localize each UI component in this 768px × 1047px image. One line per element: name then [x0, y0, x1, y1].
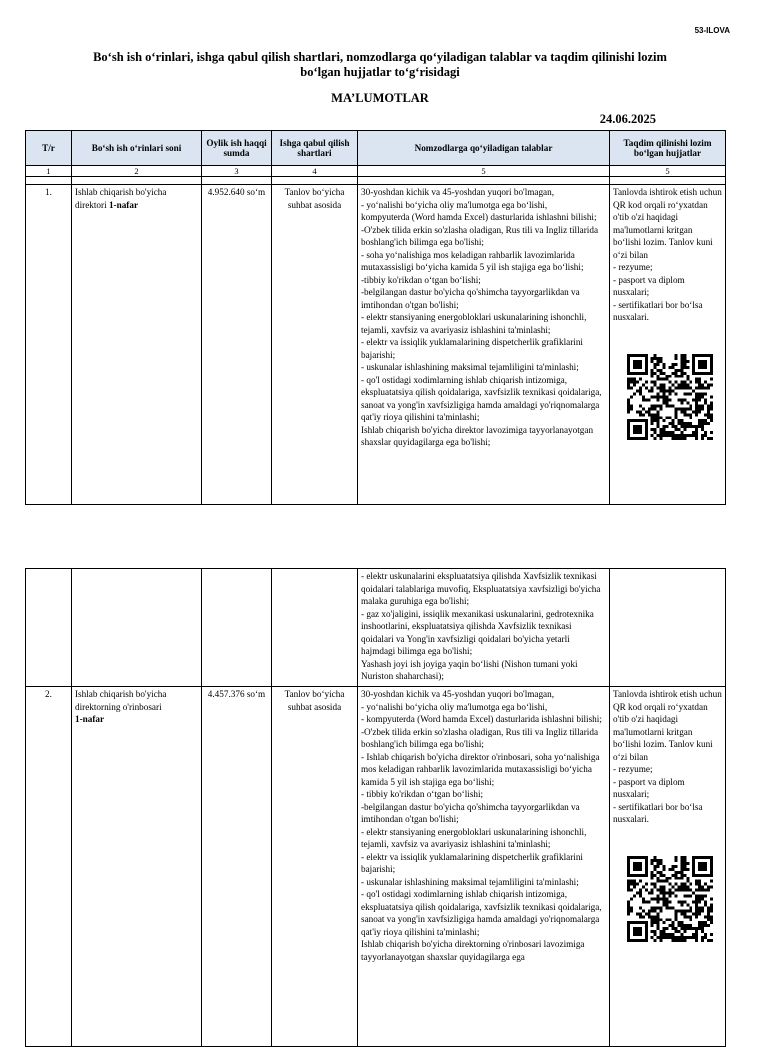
- requirement-line: Ishlab chiqarish bo'yicha direktorning o'rinbosari lavozimiga tayyorlanayotgan shaxslar quyidagilarga ega: [361, 939, 585, 962]
- requirement-line: -belgilangan dastur bo'yicha qo'shimcha tayyorgarlikdan va imtihondan o'tgan bo'lishi;: [361, 801, 580, 824]
- requirement-line: - soha yo‘nalishiga mos keladigan rahbarlik lavozimlarida mutaxassisligi bo‘yicha kamida 5 yil ish stajiga ega bo‘lishi;: [361, 249, 584, 272]
- header-vacancy-count: Bo‘sh ish o‘rinlari soni: [72, 131, 202, 166]
- requirement-line: - uskunalar ishlashining maksimal tejamliligini ta'minlashi;: [361, 362, 579, 372]
- header-requirements: Nomzodlarga qo‘yiladigan talablar: [358, 131, 610, 166]
- requirement-line: - Ishlab chiqarish bo'yicha direktor o'rinbosari, soha yo‘nalishiga mos keladigan rahbarlik lavozimlarida mutaxassisligi bo‘yicha kamida 5 yil ish stajiga ega bo‘lishi;: [361, 751, 600, 787]
- document-line: Tanlovda ishtirok etish uchun QR kod orqali ro‘yxatdan o'tib o'zi haqidagi ma'lumotlarni kritgan bo‘lishi lozim. Tanlov kuni o‘zi bilan: [613, 689, 722, 762]
- position-title: Ishlab chiqarish bo'yicha direktori: [75, 187, 167, 210]
- condition-cell: Tanlov bo‘yicha suhbat asosida: [272, 687, 358, 1047]
- requirement-line: - elektr stansiyaning energobloklari uskunalarining ishonchli, tejamli, xavfsiz va avariyasiz ishlashini ta'minlashi;: [361, 312, 587, 335]
- qr-code-icon[interactable]: [627, 856, 713, 942]
- column-number: 4: [272, 166, 358, 177]
- requirement-line: - elektr uskunalarini ekspluatatsiya qilishda Xavfsizlik texnikasi qoidalari talablariga muvofiq, Ekspluatatsiya xavfsizligi bo'yicha malaka guruhiga ega bo'lishi;: [361, 571, 601, 606]
- requirement-line: Yashash joyi ish joyiga yaqin bo‘lishi (Nishon tumani yoki Nuriston shaharchasi);: [361, 658, 578, 681]
- document-line: - sertifikatlari bor bo‘lsa nusxalari.: [613, 801, 703, 824]
- document-title: Bo‘sh ish o‘rinlari, ishga qabul qilish shartlari, nomzodlarga qo‘yiladigan talablar va taqdim qilinishi lozim bo‘lgan hujjatlar to‘g‘risidagi: [93, 50, 667, 79]
- documents-cell: [610, 687, 726, 1047]
- document-line: - pasport va diplom nusxalari;: [613, 274, 685, 297]
- document-line: Tanlovda ishtirok etish uchun QR kod orqali ro‘yxatdan o'tib o'zi haqidagi ma'lumotlarni kritgan bo‘lishi lozim. Tanlov kuni o‘zi bilan: [613, 187, 722, 260]
- salary-cell: 4.952.640 so‘m: [202, 185, 272, 505]
- document-line: - sertifikatlari bor bo‘lsa nusxalari.: [613, 299, 703, 322]
- row-number: 1.: [26, 185, 72, 505]
- document-subtitle: MA’LUMOTLAR: [331, 91, 429, 105]
- header-documents: Taqdim qilinishi lozim bo‘lgan hujjatlar: [610, 131, 726, 166]
- requirement-line: - qo'l ostidagi xodimlarning ishlab chiqarish intizomiga, ekspluatatsiya qilish qoidalariga, xavfsizlik texnikasi qoidalariga, sanoat va yong'in xavfsizligiga hamda amaldagi yo'riqnomalarga qat'iy rioya qilishini ta'minlashi;: [361, 374, 602, 422]
- document-line: - rezyume;: [613, 262, 653, 272]
- requirement-line: - elektr va issiqlik yuklamalarining dispetcherlik grafiklarini bajarishi;: [361, 851, 583, 874]
- position-title: Ishlab chiqarish bo'yicha direktorning o'rinbosari: [75, 689, 167, 712]
- requirement-line: -tibbiy ko'rikdan o‘tgan bo‘lishi;: [361, 274, 481, 285]
- requirement-line: -belgilangan dastur bo'yicha qo'shimcha tayyorgarlikdan va imtihondan o'tgan bo'lishi;: [361, 287, 580, 310]
- requirement-line: - elektr va issiqlik yuklamalarining dispetcherlik grafiklarini bajarishi;: [361, 337, 583, 360]
- table-row: [26, 185, 726, 505]
- vacancy-table-page-2: [25, 568, 726, 1047]
- requirement-line: - qo'l ostidagi xodimlarning ishlab chiqarish intizomiga, ekspluatatsiya qilish qoidalariga, xavfsizlik texnikasi qoidalariga, sanoat va yong'in xavfsizligiga hamda amaldagi yo'riqnomalarga qat'iy rioya qilishini ta'minlashi;: [361, 889, 602, 937]
- requirement-line: - elektr stansiyaning energobloklari uskunalarining ishonchli, tejamli, xavfsiz va avariyasiz ishlashini ta'minlashi;: [361, 826, 587, 849]
- column-number: 1: [26, 166, 72, 177]
- spacer-row: [26, 177, 726, 185]
- position-count: 1-nafar: [108, 199, 139, 210]
- salary-cell: 4.457.376 so‘m: [202, 687, 272, 1047]
- annex-label: 53-ILOVA: [694, 26, 730, 35]
- document-date: 24.06.2025: [599, 112, 656, 126]
- requirement-line: -O'zbek tilida erkin so'zlasha oladigan, Rus tili va Ingliz tillarida boshlang'ich bilimga ega bo'lishi;: [361, 726, 599, 749]
- documents-cell: [610, 185, 726, 505]
- column-number: 3: [202, 166, 272, 177]
- requirement-line: - uskunalar ishlashining maksimal tejamliligini ta'minlashi;: [361, 876, 579, 887]
- table-header-row: [26, 131, 726, 166]
- requirement-line: kompyuterda (Word hamda Excel) dasturlarida ishlashni bilishi;: [361, 212, 597, 222]
- document-line: - rezyume;: [613, 764, 653, 774]
- condition-cell: Tanlov bo‘yicha suhbat asosida: [272, 185, 358, 505]
- requirement-line: - tibbiy ko'rikdan o‘tgan bo‘lishi;: [361, 789, 484, 799]
- requirements-cell: [358, 569, 610, 687]
- header-salary: Oylik ish haqqi sumda: [202, 131, 272, 166]
- qr-code-icon[interactable]: [627, 354, 713, 440]
- requirements-cell: [358, 185, 610, 505]
- requirement-line: 30-yoshdan kichik va 45-yoshdan yuqori bo'lmagan,: [361, 187, 555, 197]
- vacancy-position: [72, 687, 202, 1047]
- position-count: 1-nafar: [75, 714, 105, 724]
- header-conditions: Ishga qabul qilish shartlari: [272, 131, 358, 166]
- requirement-line: - yo‘nalishi bo‘yicha oliy ma'lumotga ega bo‘lishi,: [361, 701, 548, 712]
- vacancy-table-page-1: [25, 130, 726, 505]
- requirement-line: 30-yoshdan kichik va 45-yoshdan yuqori bo'lmagan,: [361, 689, 555, 699]
- column-number: 5: [358, 166, 610, 177]
- table-row-continued: [26, 569, 726, 687]
- requirement-line: -O'zbek tilida erkin so'zlasha oladigan, Rus tili va Ingliz tillarida boshlang'ich bilimga ega bo'lishi;: [361, 224, 599, 247]
- table-row: [26, 687, 726, 1047]
- column-number-row: [26, 166, 726, 177]
- requirements-cell: [358, 687, 610, 1047]
- row-number: 2.: [26, 687, 72, 1047]
- header-number: T/r: [26, 131, 72, 166]
- column-number: 5: [610, 166, 726, 177]
- vacancy-position: [72, 185, 202, 505]
- requirement-line: Ishlab chiqarish bo'yicha direktor lavozimiga tayyorlanayotgan shaxslar quyidagilarga ega bo'lishi;: [361, 424, 594, 447]
- requirement-line: - gaz xo'jaligini, issiqlik mexanikasi uskunalarini, gedrotexnika inshootlarini, ekspluatatsiya qilishda Xavfsizlik texnikasi qoidalari va Yong'in xavfsizligi qoidalari bo'yicha yetarli hajmdagi bilimga ega bo'lishi;: [361, 608, 594, 656]
- requirement-line: - yo‘nalishi bo‘yicha oliy ma'lumotga ega bo‘lishi,: [361, 199, 548, 210]
- column-number: 2: [72, 166, 202, 177]
- requirement-line: - kompyuterda (Word hamda Excel) dasturlarida ishlashni bilishi;: [361, 714, 602, 724]
- document-line: - pasport va diplom nusxalari;: [613, 776, 685, 799]
